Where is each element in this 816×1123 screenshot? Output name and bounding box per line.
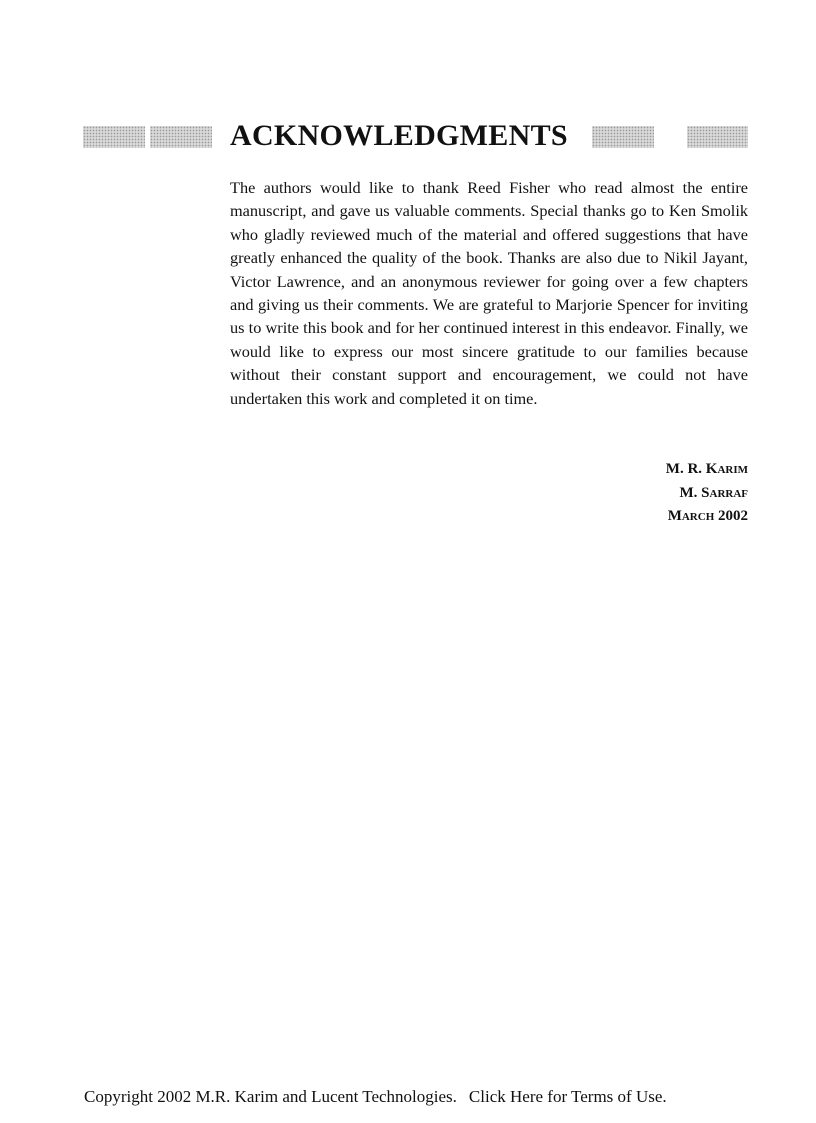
author-name-1: M. R. Karim [665, 461, 748, 477]
terms-of-use-link[interactable]: Click Here for Terms of Use. [468, 1087, 667, 1106]
page-title: ACKNOWLEDGMENTS [230, 119, 568, 152]
acknowledgments-paragraph: The authors would like to thank Reed Fisher who read almost the entire manuscript, and gave us valuable comments. Special thanks go to Ken Smolik who gladly reviewed much of the material and offered suggestions that have greatly enhanced the quality of the book. Thanks are also due to Nikil Jayant, Victor Lawrence, and an anonymous reviewer for going over a few chapters and giving us their comments. We are grateful to Marjorie Spencer for inviting us to write this book and for her continued interest in this endeavor. Finally, we would like to express our most sincere gratitude to our families because without their constant support and encouragement, we could not have undertaken this work and completed it on time. [230, 178, 748, 408]
signature-date: March 2002 [667, 508, 748, 524]
copyright-notice: Copyright 2002 M.R. Karim and Lucent Technologies. [84, 1087, 457, 1106]
signature-block [666, 458, 748, 529]
decorative-bar-left-1 [83, 126, 145, 148]
decorative-bar-left-2 [150, 126, 212, 148]
decorative-bar-right-1 [592, 126, 654, 148]
decorative-bar-right-2 [687, 126, 748, 148]
footer [84, 1085, 667, 1109]
author-name-2: M. Sarraf [679, 484, 748, 501]
